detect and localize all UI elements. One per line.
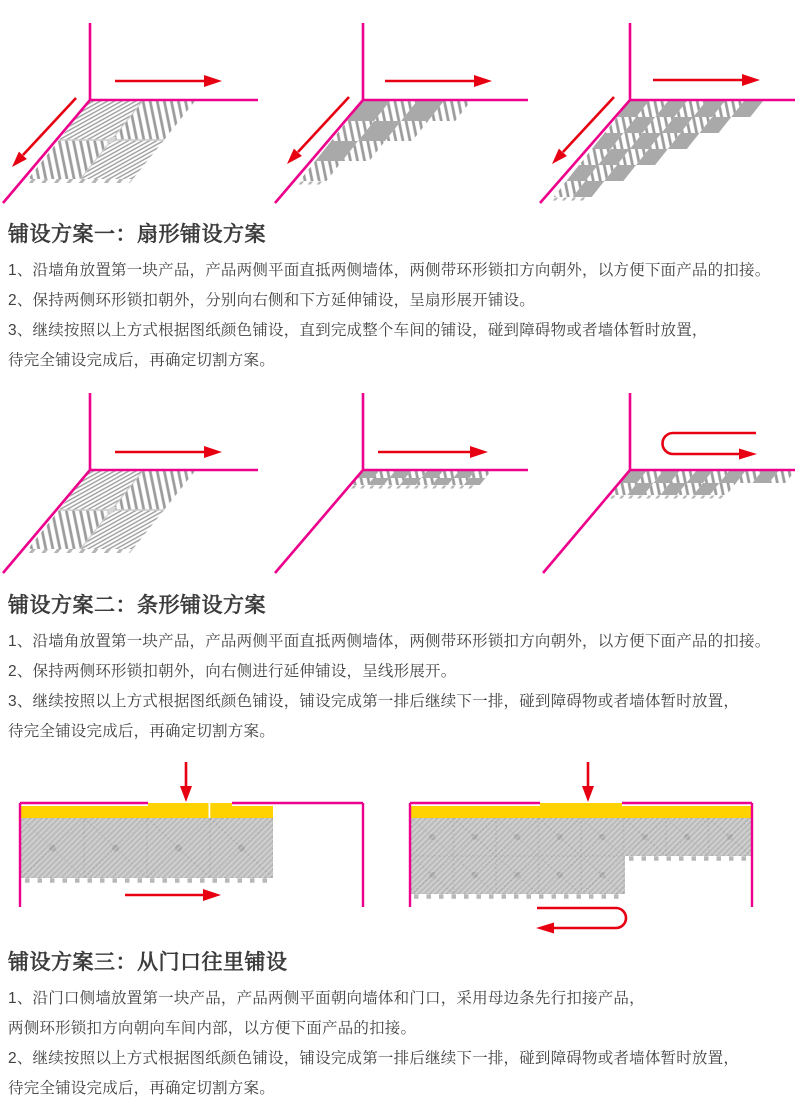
- instruction-line: 待完全铺设完成后，再确定切割方案。: [8, 352, 275, 369]
- instruction-line: 3、继续按照以上方式根据图纸颜色铺设，铺设完成第一排后继续下一排，碰到障碍物或者墙体暂时放置，: [8, 693, 740, 710]
- diagram-strip-step3: [543, 393, 795, 573]
- instruction-line: 2、保持两侧环形锁扣朝外，向右侧进行延伸铺设，呈线形展开。: [8, 663, 457, 680]
- instruction-line: 1、沿门口侧墙放置第一块产品，产品两侧平面朝向墙体和门口，采用母边条先行扣接产品，: [8, 990, 645, 1007]
- instruction-line: 2、保持两侧环形锁扣朝外，分别向右侧和下方延伸铺设，呈扇形展开铺设。: [8, 292, 535, 309]
- instruction-line: 两侧环形锁扣方向朝向车间内部，以方便下面产品的扣接。: [8, 1020, 417, 1037]
- instruction-line: 待完全铺设完成后，再确定切割方案。: [8, 1080, 275, 1097]
- diagram-door-step2: [410, 762, 752, 934]
- tile-grid: [609, 471, 795, 497]
- instruction-line: 1、沿墙角放置第一块产品，产品两侧平面直抵两侧墙体，两侧带环形锁扣方向朝外，以方便下面产品的扣接。: [8, 262, 771, 279]
- down-arrow-icon: [180, 762, 192, 802]
- door-edge-strip: [148, 803, 232, 809]
- right-arrow-icon: [115, 75, 222, 87]
- tile-grid: [26, 101, 195, 181]
- instruction-line: 2、继续按照以上方式根据图纸颜色铺设，铺设完成第一排后继续下一排，碰到障碍物或者墙体暂时放置，: [8, 1050, 740, 1067]
- section-door-plan: [8, 946, 800, 1104]
- u-turn-arrow-icon: [663, 433, 758, 460]
- diagram-door-step1: [20, 762, 363, 907]
- right-arrow-icon: [385, 75, 492, 87]
- section-strip-plan: [8, 589, 800, 747]
- u-turn-arrow-icon: [536, 908, 626, 934]
- door-edge-strip: [540, 803, 622, 809]
- edge-strip-separator: [209, 803, 211, 818]
- section-title: 铺设方案二：条形铺设方案: [8, 594, 266, 617]
- diagram-strip-step1: [3, 393, 258, 573]
- instruction-line: 待完全铺设完成后，再确定切割方案。: [8, 723, 275, 740]
- tile-grid: [350, 471, 491, 487]
- instruction-line: 1、沿墙角放置第一块产品，产品两侧平面直抵两侧墙体，两侧带环形锁扣方向朝外，以方便下面产品的扣接。: [8, 633, 771, 650]
- diagram-fan-step1: [3, 23, 258, 203]
- tile-grid: [26, 471, 195, 551]
- tile-grid: [552, 101, 763, 199]
- right-arrow-icon: [653, 74, 760, 86]
- tile-texture: [21, 818, 273, 878]
- tile-texture: [411, 856, 625, 894]
- section-title: 铺设方案三：从门口往里铺设: [8, 951, 288, 974]
- right-arrow-icon: [115, 446, 222, 458]
- right-arrow-icon: [378, 446, 488, 458]
- diagram-fan-step3: [540, 23, 795, 203]
- section-fan-plan: [8, 218, 800, 376]
- instruction-line: 3、继续按照以上方式根据图纸颜色铺设，直到完成整个车间的铺设，碰到障碍物或者墙体暂时放置，: [8, 322, 708, 339]
- door-edge-strip: [21, 806, 273, 818]
- tile-grid: [298, 101, 471, 183]
- section-title: 铺设方案一：扇形铺设方案: [8, 223, 266, 246]
- tile-texture: [411, 818, 751, 856]
- down-arrow-icon: [582, 762, 594, 802]
- diagram-fan-step2: [275, 23, 528, 203]
- right-arrow-icon: [125, 889, 221, 901]
- diagram-strip-step2: [275, 393, 528, 573]
